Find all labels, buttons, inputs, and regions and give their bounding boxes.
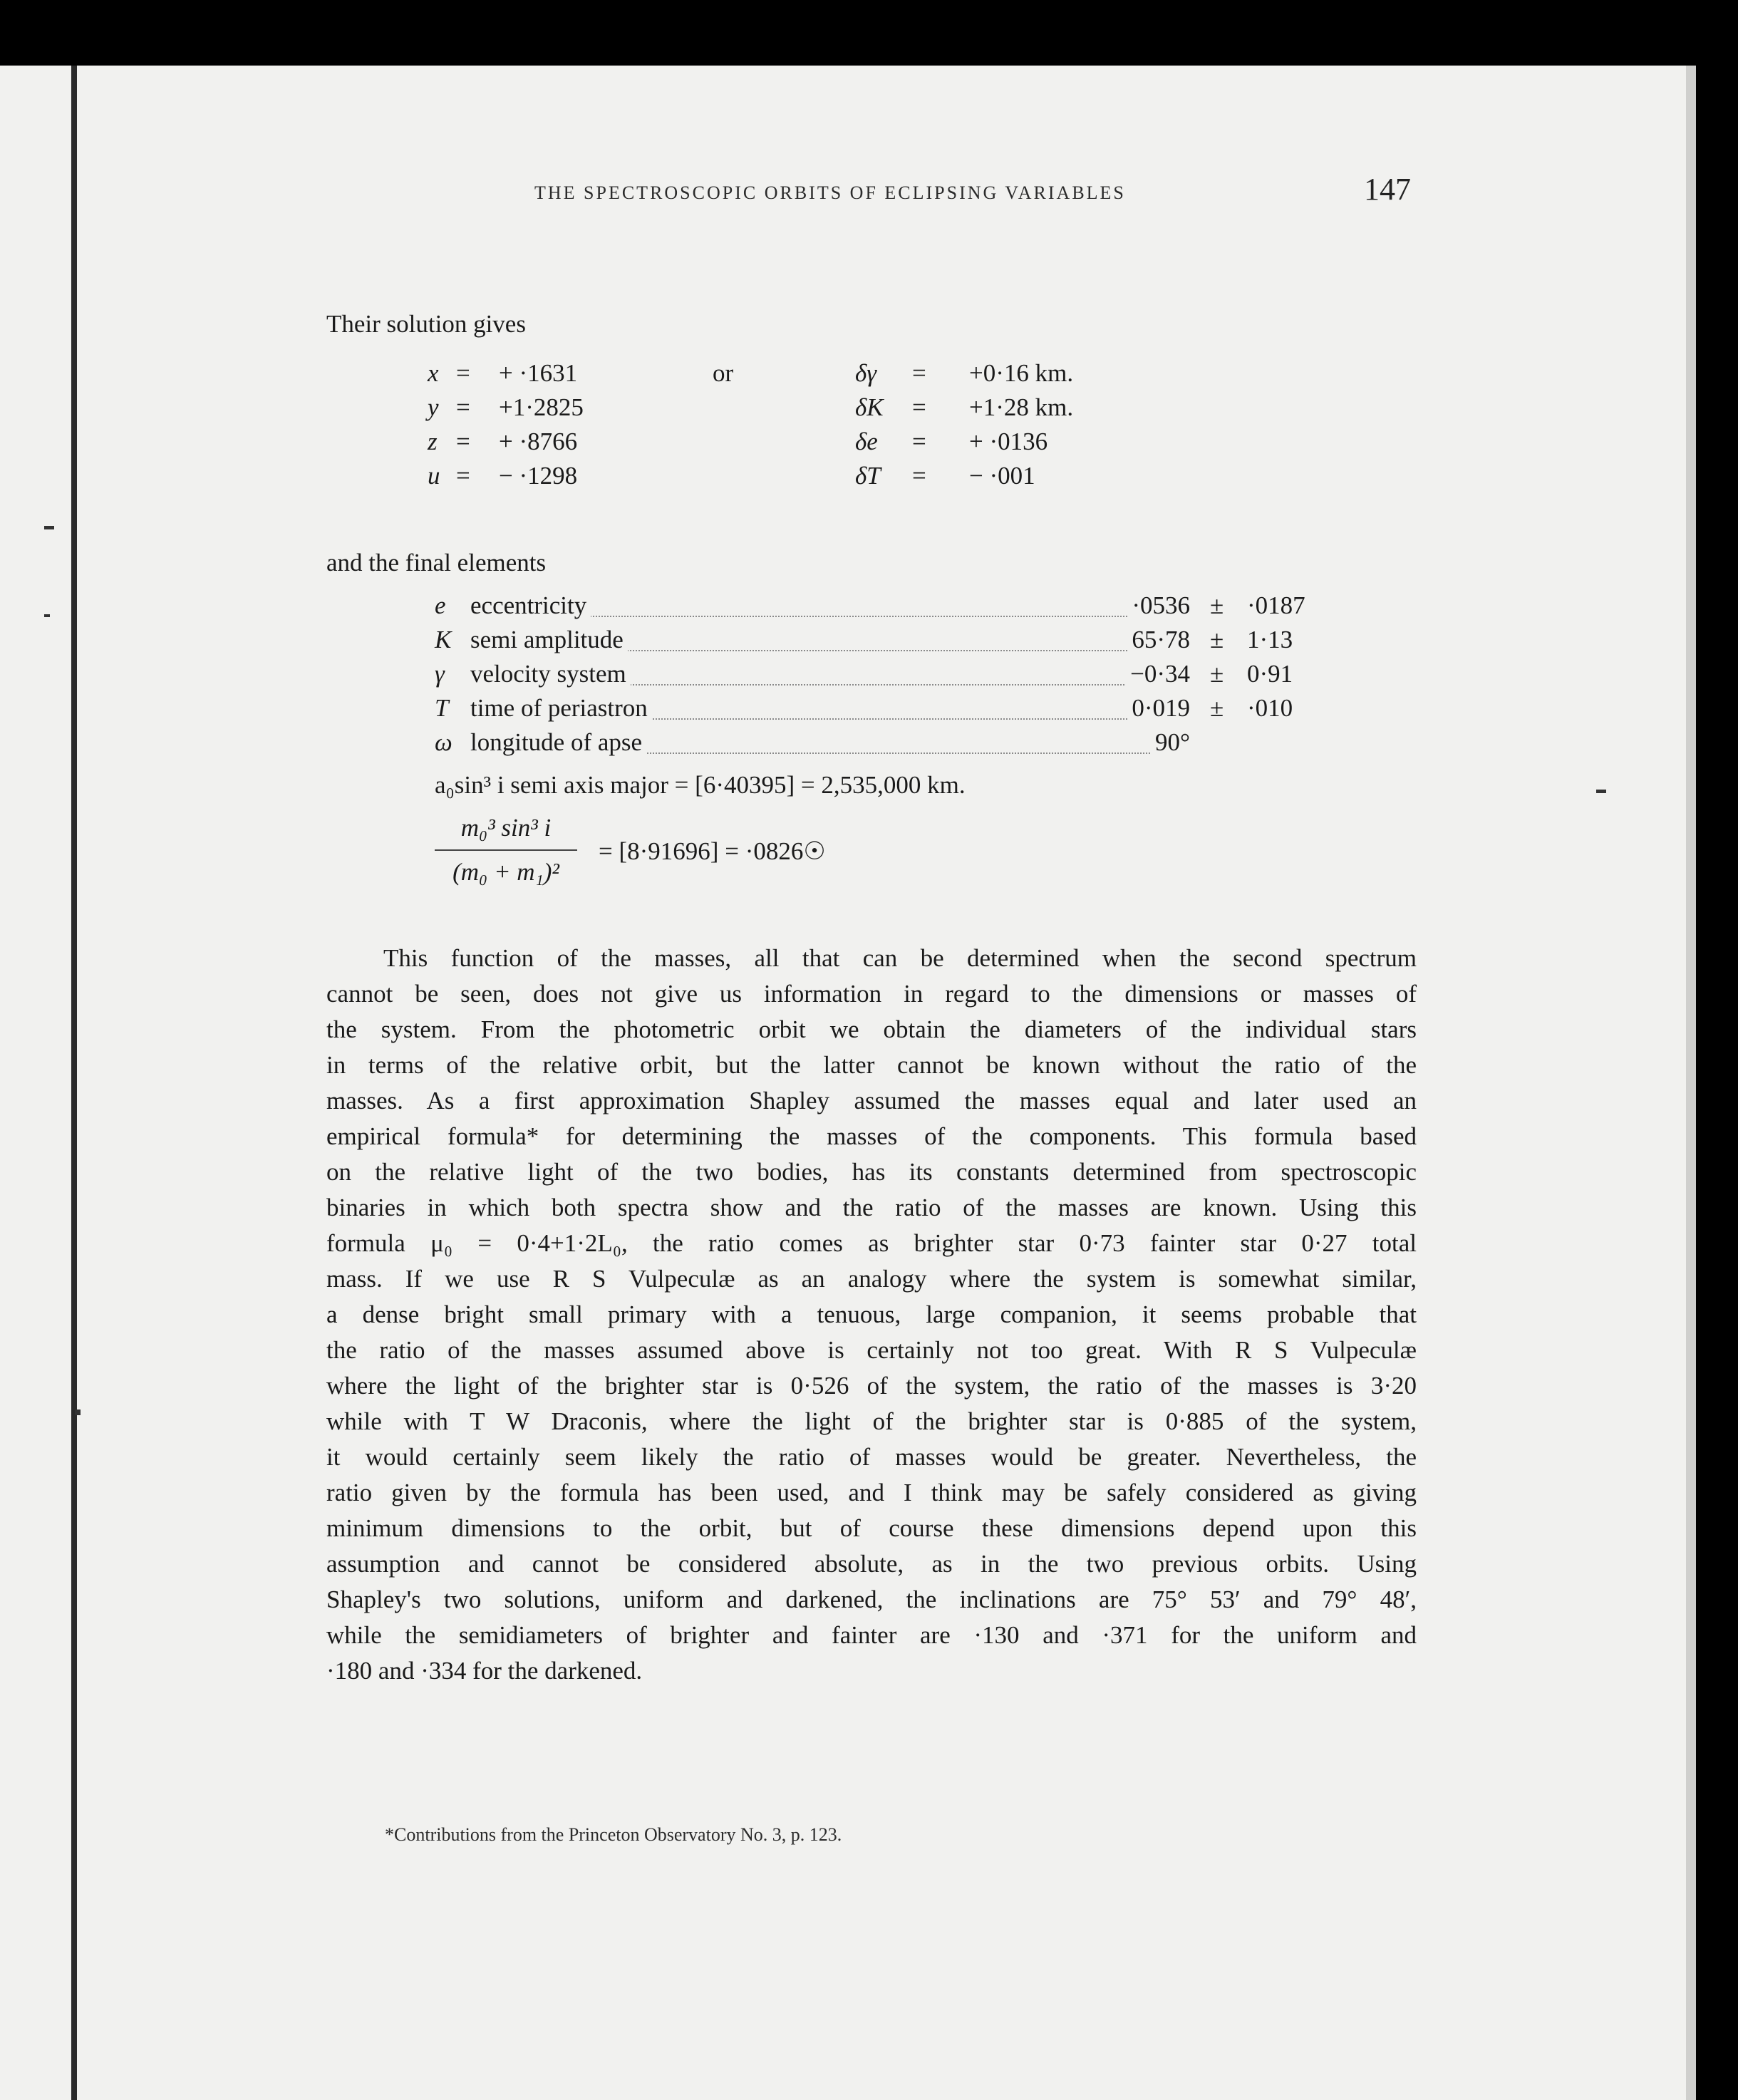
element-error: 0·91 — [1247, 660, 1293, 688]
delta-variable: δγ — [855, 359, 877, 387]
solution-value: + ·1631 — [499, 359, 578, 387]
equals-sign: = — [456, 462, 470, 490]
element-label — [470, 694, 652, 723]
paragraph-line: This function of the masses, all that can be determined when the second spectrum — [383, 944, 1417, 972]
solution-value: − ·1298 — [499, 462, 578, 490]
paragraph-line: mass. If we use R S Vulpeculæ as an analogy where the system is somewhat similar, — [326, 1265, 1417, 1293]
paragraph-line: binaries in which both spectra show and the ratio of the masses are known. Using this — [326, 1194, 1417, 1221]
fraction-bar — [435, 849, 577, 851]
running-title: THE SPECTROSCOPIC ORBITS OF ECLIPSING VARIABLES — [534, 182, 1126, 203]
paragraph-line: cannot be seen, does not give us information in regard to the dimensions or masses of — [326, 980, 1417, 1008]
mass-function-fraction — [435, 814, 577, 886]
element-error: ·0187 — [1247, 591, 1305, 619]
plus-minus-sign: ± — [1210, 694, 1224, 722]
solution-variable: y — [428, 393, 439, 421]
element-error: ·010 — [1247, 694, 1293, 722]
element-row — [435, 591, 1340, 626]
solution-value: + ·8766 — [499, 428, 578, 455]
paragraph-line: it would certainly seem likely the ratio of masses would be greater. Nevertheless, the — [326, 1443, 1417, 1471]
element-label — [470, 660, 631, 688]
element-value: 65·78 — [1127, 626, 1190, 654]
paragraph-line: ·180 and ·334 for the darkened. — [326, 1657, 643, 1685]
page-edge — [1686, 66, 1696, 2100]
element-label — [470, 626, 628, 654]
element-value: −0·34 — [1126, 660, 1190, 688]
paragraph-line: minimum dimensions to the orbit, but of course these dimensions depend upon this — [326, 1514, 1417, 1542]
element-symbol: T — [435, 694, 449, 722]
mass-function-denominator: (m₀ + m₁)² — [452, 858, 559, 886]
solution-row — [428, 390, 1154, 425]
element-value: 0·019 — [1127, 694, 1190, 723]
delta-value: − ·001 — [969, 462, 1035, 490]
plus-minus-sign: ± — [1210, 591, 1224, 619]
running-header — [534, 171, 1411, 214]
paragraph-line: the system. From the photometric orbit we obtain the diameters of the individual stars — [326, 1015, 1417, 1043]
plus-minus-sign: ± — [1210, 660, 1224, 688]
equals-sign: = — [912, 359, 926, 387]
scan-mark — [75, 1410, 81, 1415]
paragraph-line: masses. As a first approximation Shapley assumed the masses equal and later used an — [326, 1087, 1417, 1114]
conjunction — [713, 425, 855, 459]
solution-table — [428, 356, 1154, 493]
element-error: 1·13 — [1247, 626, 1293, 653]
delta-variable: δe — [855, 428, 878, 455]
solution-intro: Their solution gives — [326, 310, 526, 338]
semi-axis-major: a₀sin³ i semi axis major = [6·40395] = 2,535,000 km. — [435, 771, 966, 799]
solution-value: +1·2825 — [499, 393, 584, 421]
element-row — [435, 626, 1340, 660]
delta-variable: δT — [855, 462, 881, 490]
paragraph-line: in terms of the relative orbit, but the latter cannot be known without the ratio of the — [326, 1051, 1417, 1079]
solution-variable: z — [428, 428, 438, 455]
page-number: 147 — [1364, 172, 1411, 207]
element-value: 90° — [1151, 728, 1190, 757]
equals-sign: = — [912, 462, 926, 490]
element-row — [435, 660, 1340, 694]
paragraph-line: while with T W Draconis, where the light of the brighter star is 0·885 of the system, — [326, 1407, 1417, 1435]
paragraph-line: ratio given by the formula has been used, and I think may be safely considered as giving — [326, 1479, 1417, 1506]
element-label-text: velocity system — [470, 660, 631, 688]
paragraph-line: Shapley's two solutions, uniform and darkened, the inclinations are 75° 53′ and 79° 48′, — [326, 1586, 1417, 1613]
solution-row — [428, 459, 1154, 493]
element-symbol: K — [435, 626, 452, 653]
equals-sign: = — [456, 393, 470, 421]
scan-mark — [44, 526, 54, 529]
element-value: ·0536 — [1127, 591, 1190, 620]
paragraph-line: on the relative light of the two bodies, has its constants determined from spectroscopic — [326, 1158, 1417, 1186]
paragraph-line: assumption and cannot be considered absolute, as in the two previous orbits. Using — [326, 1550, 1417, 1578]
mass-function-numerator: m₀³ sin³ i — [460, 814, 552, 842]
scan-mark — [1596, 790, 1606, 793]
element-row — [435, 694, 1340, 728]
paragraph-line: where the light of the brighter star is 0·526 of the system, the ratio of the masses is 3·20 — [326, 1372, 1417, 1400]
footnote: *Contributions from the Princeton Observatory No. 3, p. 123. — [385, 1824, 842, 1845]
element-label-text: longitude of apse — [470, 728, 646, 756]
solution-row — [428, 356, 1154, 390]
equals-sign: = — [912, 393, 926, 421]
conjunction — [713, 459, 855, 493]
elements-intro: and the final elements — [326, 549, 547, 576]
element-row — [435, 728, 1340, 762]
equals-sign: = — [456, 428, 470, 455]
equals-sign: = — [912, 428, 926, 455]
element-label — [470, 728, 646, 757]
conjunction — [713, 390, 855, 425]
body-paragraph — [326, 941, 1417, 1689]
elements-list — [435, 591, 1340, 762]
solution-variable: u — [428, 462, 440, 490]
binding-edge — [71, 66, 77, 2100]
plus-minus-sign: ± — [1210, 626, 1224, 653]
solution-row — [428, 425, 1154, 459]
paragraph-line: a dense bright small primary with a tenuous, large companion, it seems probable that — [326, 1300, 1417, 1328]
solution-variable: x — [428, 359, 439, 387]
element-label — [470, 591, 591, 620]
paragraph-line: the ratio of the masses assumed above is certainly not too great. With R S Vulpeculæ — [326, 1336, 1417, 1364]
delta-value: +0·16 km. — [969, 359, 1074, 387]
conjunction: or — [713, 359, 734, 387]
element-label-text: time of periastron — [470, 694, 652, 722]
delta-value: + ·0136 — [969, 428, 1048, 455]
delta-variable: δK — [855, 393, 884, 421]
paragraph-line: formula μ₀ = 0·4+1·2L₀, the ratio comes as brighter star 0·73 fainter star 0·27 total — [326, 1229, 1417, 1257]
paragraph-line: empirical formula* for determining the masses of the components. This formula based — [326, 1122, 1417, 1150]
delta-value: +1·28 km. — [969, 393, 1074, 421]
element-label-text: semi amplitude — [470, 626, 628, 653]
element-label-text: eccentricity — [470, 591, 591, 619]
element-symbol: ω — [435, 728, 452, 756]
element-symbol: e — [435, 591, 446, 619]
mass-function-result: = [8·91696] = ·0826☉ — [599, 837, 826, 865]
paragraph-line: while the semidiameters of brighter and fainter are ·130 and ·371 for the uniform and — [326, 1621, 1417, 1649]
element-symbol: γ — [435, 660, 445, 688]
equals-sign: = — [456, 359, 470, 387]
scan-mark — [44, 614, 50, 617]
